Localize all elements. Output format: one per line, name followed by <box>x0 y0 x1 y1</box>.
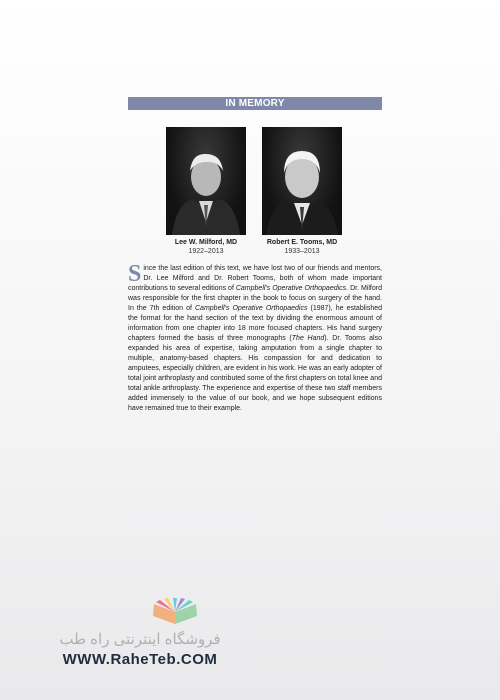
store-name-persian: فروشگاه اینترنتی راه طب <box>59 631 221 648</box>
text-segment: (1987), he established the format for the hand section of the text by dividing the enormous amount of information from one chapter into 18 more focused chapters. His hand surgery chapters formed the basis of three monographs ( <box>128 305 382 342</box>
italic-monograph-title: The Hand <box>291 335 325 342</box>
text-segment: ). Dr. Tooms also expanded his area of expertise, taking amputation from a single chapter to multiple, anatomy-based chapters. His compassion for and dedication to amputees, especially children, are evident in his work. He was an early adopter of total joint arthroplasty and contributed some of the first chapters on total knee and total ankle arthroplasty. The experience and expertise of these two staff members added immensely to the value of our book, and we hope subsequent editions have remained true to their example. <box>128 335 383 412</box>
person-caption-tooms <box>247 238 357 256</box>
italic-book-title: Campbell's Operative Orthopaedics <box>195 305 308 312</box>
person-name: Robert E. Tooms, MD <box>266 239 338 246</box>
portrait-photo-milford <box>166 127 246 235</box>
person-name: Lee W. Milford, MD <box>174 239 238 246</box>
open-book-logo-icon <box>150 598 200 626</box>
text-segment: ince the last edition of this text, we have lost two of our friends and mentors, Dr. Lee Milford and Dr. Robert Tooms, both of whom made important contributions to several editions of <box>128 265 382 292</box>
text-segment: . Dr. Milford was responsible for the first chapter in the book to focus on surgery of the hand. In the 7th edition of <box>128 285 382 312</box>
italic-book-title: Campbell's Operative Orthopaedics <box>235 285 347 292</box>
in-memory-banner: IN MEMORY <box>128 97 382 110</box>
memorial-paragraph <box>128 261 383 414</box>
memorial-text <box>128 261 383 412</box>
drop-cap: S <box>128 261 142 287</box>
person-dates: 1933–2013 <box>284 248 320 255</box>
store-url: WWW.RaheTeb.COM <box>62 651 218 668</box>
portrait-photo-tooms <box>262 127 342 235</box>
person-dates: 1922–2013 <box>188 248 224 255</box>
person-caption-milford <box>151 238 261 256</box>
